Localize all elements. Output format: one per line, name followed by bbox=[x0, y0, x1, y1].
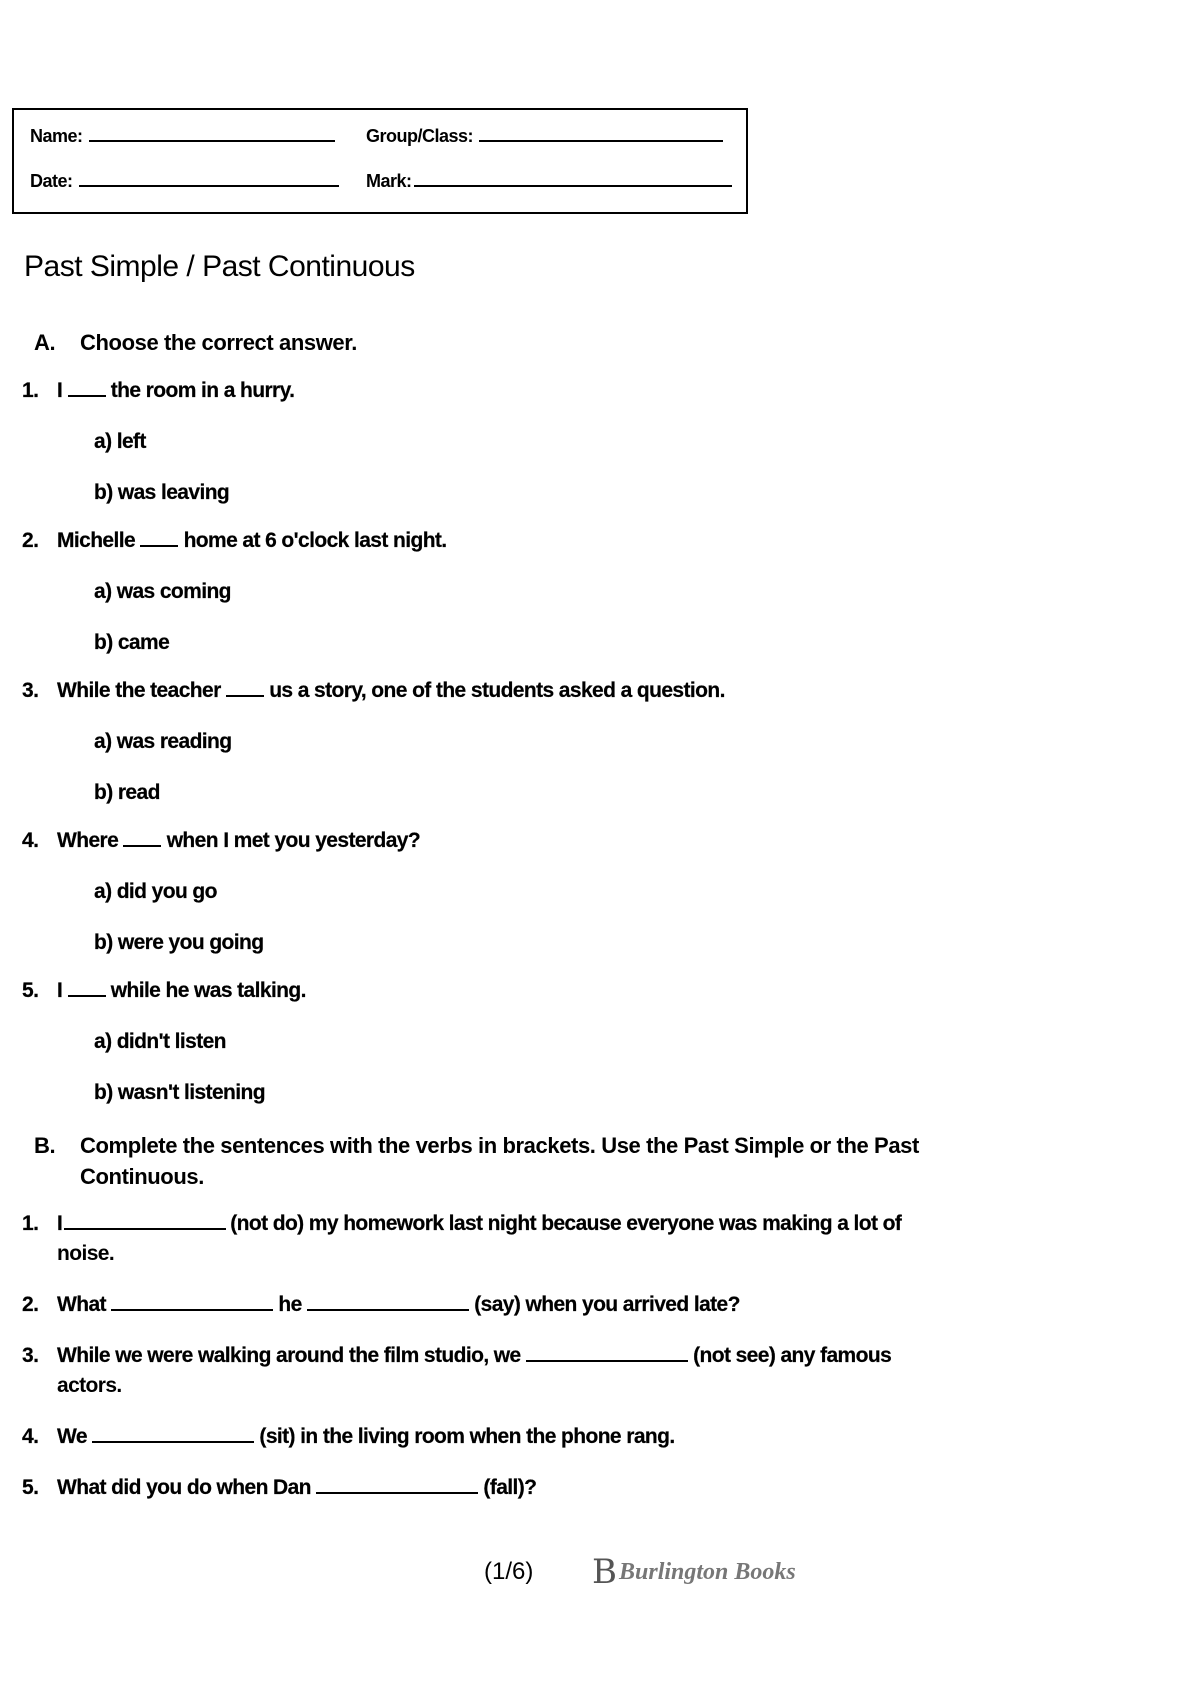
exercise-b-2 bbox=[22, 1293, 740, 1317]
option-1b[interactable]: b) was leaving bbox=[94, 481, 230, 504]
exercise-b-3 bbox=[22, 1344, 891, 1368]
item-text: We bbox=[57, 1425, 87, 1448]
exercise-b-5 bbox=[22, 1476, 536, 1500]
student-info-box bbox=[12, 108, 748, 214]
mark-field[interactable] bbox=[366, 171, 732, 192]
question-text-before: Michelle bbox=[57, 529, 136, 552]
answer-blank[interactable] bbox=[68, 381, 106, 397]
option-2b[interactable]: b) came bbox=[94, 631, 170, 654]
option-2a[interactable]: a) was coming bbox=[94, 580, 231, 603]
date-label: Date: bbox=[30, 171, 73, 191]
group-field[interactable] bbox=[366, 126, 723, 147]
option-3b[interactable]: b) read bbox=[94, 781, 160, 804]
verb-blank[interactable] bbox=[526, 1346, 688, 1362]
publisher-name: Burlington Books bbox=[619, 1558, 796, 1585]
section-a-instruction: Choose the correct answer. bbox=[80, 330, 357, 355]
section-b-letter: B. bbox=[34, 1133, 56, 1158]
option-4a[interactable]: a) did you go bbox=[94, 880, 217, 903]
question-number: 3. bbox=[22, 679, 39, 702]
question-2 bbox=[22, 529, 447, 553]
date-line[interactable] bbox=[79, 171, 339, 187]
option-1a[interactable]: a) left bbox=[94, 430, 146, 453]
exercise-b-1-continuation: noise. bbox=[57, 1242, 115, 1265]
item-text: While we were walking around the film studio, we bbox=[57, 1344, 521, 1367]
date-field[interactable] bbox=[30, 171, 339, 192]
question-text-after: us a story, one of the students asked a question. bbox=[269, 679, 725, 702]
section-b-instruction-line2: Continuous. bbox=[80, 1164, 204, 1189]
option-5b[interactable]: b) wasn't listening bbox=[94, 1081, 265, 1104]
question-4 bbox=[22, 829, 420, 853]
mark-line[interactable] bbox=[414, 171, 732, 187]
item-text: I bbox=[57, 1212, 63, 1235]
question-number: 2. bbox=[22, 529, 39, 552]
item-text: (fall)? bbox=[483, 1476, 537, 1499]
item-text: he bbox=[278, 1293, 302, 1316]
publisher-logo-icon: B bbox=[592, 1552, 617, 1592]
name-line[interactable] bbox=[89, 126, 335, 142]
exercise-b-1 bbox=[22, 1212, 901, 1236]
section-a-heading bbox=[34, 330, 357, 356]
answer-blank[interactable] bbox=[140, 531, 178, 547]
verb-blank[interactable] bbox=[92, 1427, 254, 1443]
item-number: 2. bbox=[22, 1293, 39, 1316]
question-number: 4. bbox=[22, 829, 39, 852]
section-b-instruction-line1: Complete the sentences with the verbs in brackets. Use the Past Simple or the Past bbox=[80, 1133, 919, 1158]
section-b-heading bbox=[34, 1133, 919, 1159]
answer-blank[interactable] bbox=[226, 681, 264, 697]
question-text-before: I bbox=[57, 979, 63, 1002]
question-text-after: home at 6 o'clock last night. bbox=[183, 529, 447, 552]
item-text: What bbox=[57, 1293, 106, 1316]
name-label: Name: bbox=[30, 126, 83, 146]
verb-blank[interactable] bbox=[111, 1295, 273, 1311]
item-text: (say) when you arrived late? bbox=[474, 1293, 740, 1316]
group-label: Group/Class: bbox=[366, 126, 474, 146]
name-field[interactable] bbox=[30, 126, 335, 147]
answer-blank[interactable] bbox=[123, 831, 161, 847]
option-5a[interactable]: a) didn't listen bbox=[94, 1030, 226, 1053]
mark-label: Mark: bbox=[366, 171, 412, 191]
question-text-after: while he was talking. bbox=[110, 979, 306, 1002]
exercise-b-3-continuation: actors. bbox=[57, 1374, 122, 1397]
option-4b[interactable]: b) were you going bbox=[94, 931, 264, 954]
question-text-before: I bbox=[57, 379, 63, 402]
question-text-after: when I met you yesterday? bbox=[166, 829, 421, 852]
question-5 bbox=[22, 979, 306, 1003]
question-number: 1. bbox=[22, 379, 39, 402]
option-3a[interactable]: a) was reading bbox=[94, 730, 232, 753]
item-text: (not see) any famous bbox=[693, 1344, 892, 1367]
item-text: (not do) my homework last night because everyone was making a lot of bbox=[230, 1212, 902, 1235]
question-text-before: Where bbox=[57, 829, 119, 852]
page-number: (1/6) bbox=[484, 1558, 534, 1585]
publisher-logo bbox=[592, 1552, 796, 1592]
verb-blank[interactable] bbox=[64, 1214, 226, 1230]
answer-blank[interactable] bbox=[68, 981, 106, 997]
item-number: 1. bbox=[22, 1212, 39, 1235]
question-text-after: the room in a hurry. bbox=[110, 379, 295, 402]
item-number: 5. bbox=[22, 1476, 39, 1499]
item-number: 4. bbox=[22, 1425, 39, 1448]
group-line[interactable] bbox=[479, 126, 723, 142]
item-text: What did you do when Dan bbox=[57, 1476, 311, 1499]
page-title: Past Simple / Past Continuous bbox=[24, 250, 415, 283]
question-3 bbox=[22, 679, 725, 703]
question-text-before: While the teacher bbox=[57, 679, 221, 702]
question-number: 5. bbox=[22, 979, 39, 1002]
verb-blank[interactable] bbox=[307, 1295, 469, 1311]
item-number: 3. bbox=[22, 1344, 39, 1367]
verb-blank[interactable] bbox=[316, 1478, 478, 1494]
question-1 bbox=[22, 379, 294, 403]
item-text: (sit) in the living room when the phone rang. bbox=[259, 1425, 675, 1448]
exercise-b-4 bbox=[22, 1425, 675, 1449]
section-a-letter: A. bbox=[34, 330, 56, 355]
